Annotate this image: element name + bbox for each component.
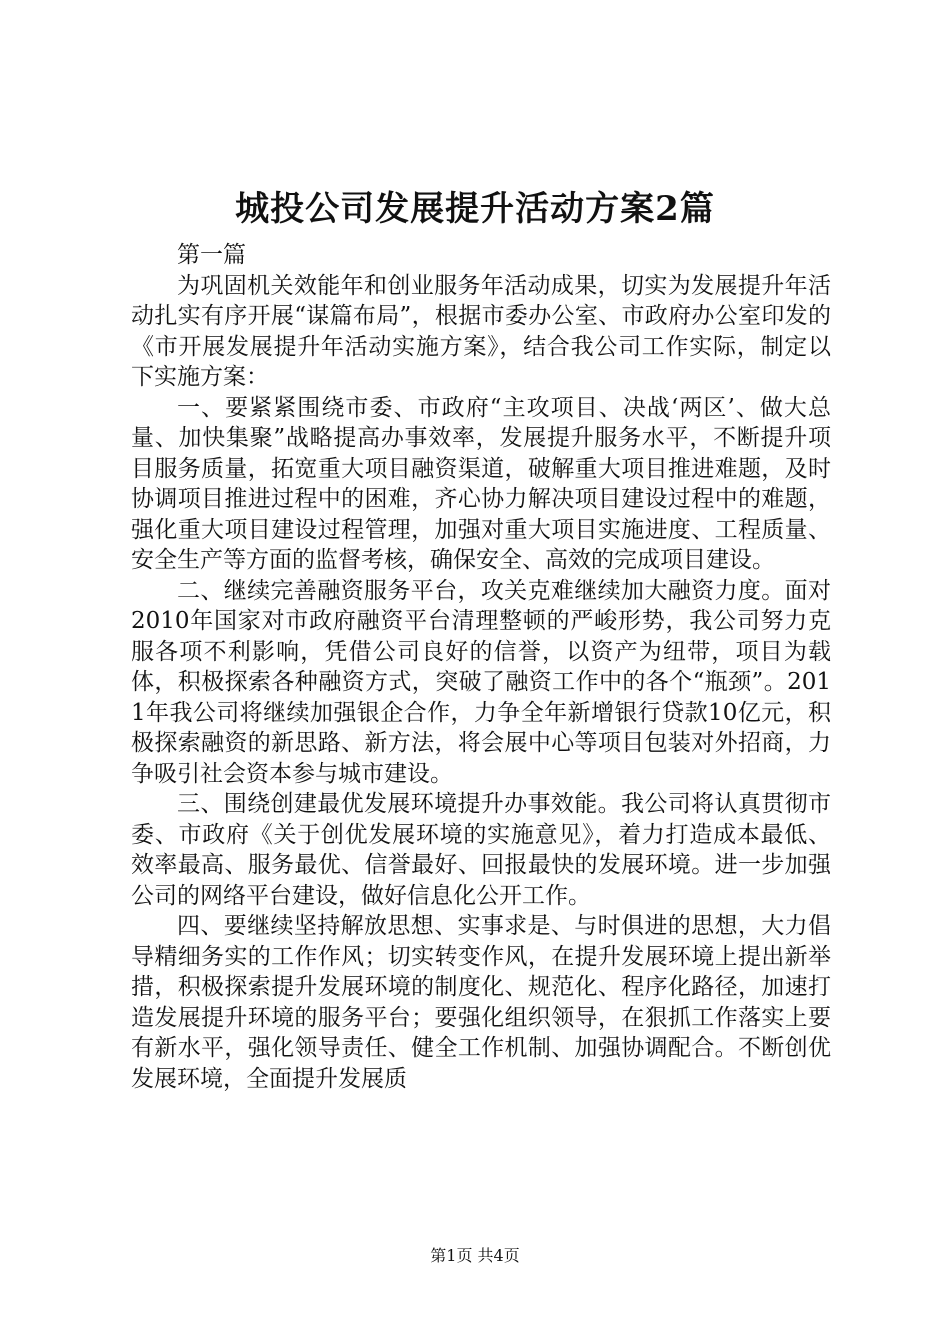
page-footer: 第1页 共4页: [430, 1246, 520, 1265]
paragraph-intro: 为巩固机关效能年和创业服务年活动成果，切实为发展提升年活动扎实有序开展“谋篇布局”，根据市委办公室、市政府办公室印发的《市开展发展提升年活动实施方案》，结合我公司工作实际，制定以下实施方案：: [131, 272, 831, 390]
document-body: [131, 240, 831, 1094]
paragraph-two: 二、继续完善融资服务平台，攻关克难继续加大融资力度。面对2010年国家对市政府融资平台清理整顿的严峻形势，我公司努力克服各项不利影响，凭借公司良好的信誉，以资产为纽带，项目为载体，积极探索各种融资方式，突破了融资工作中的各个“瓶颈”。2011年我公司将继续加强银企合作，力争全年新增银行贷款10亿元，积极探索融资的新思路、新方法，将会展中心等项目包装对外招商，力争吸引社会资本参与城市建设。: [131, 577, 831, 787]
document-title: 城投公司发展提升活动方案2篇: [235, 189, 715, 229]
paragraph-four: 四、要继续坚持解放思想、实事求是、与时俱进的思想，大力倡导精细务实的工作作风；切实转变作风，在提升发展环境上提出新举措，积极探索提升发展环境的制度化、规范化、程序化路径，加速打造发展提升环境的服务平台；要强化组织领导，在狠抓工作落实上要有新水平，强化领导责任、健全工作机制、加强协调配合。不断创优发展环境，全面提升发展质: [131, 913, 831, 1092]
section-label: 第一篇: [177, 242, 246, 268]
paragraph-one: 一、要紧紧围绕市委、市政府“主攻项目、决战‘两区’、做大总量、加快集聚”战略提高办事效率，发展提升服务水平，不断提升项目服务质量，拓宽重大项目融资渠道，破解重大项目推进难题，及时协调项目推进过程中的困难，齐心协力解决项目建设过程中的难题，强化重大项目建设过程管理，加强对重大项目实施进度、工程质量、安全生产等方面的监督考核，确保安全、高效的完成项目建设。: [131, 394, 831, 573]
paragraph-three: 三、围绕创建最优发展环境提升办事效能。我公司将认真贯彻市委、市政府《关于创优发展环境的实施意见》，着力打造成本最低、效率最高、服务最优、信誉最好、回报最快的发展环境。进一步加强公司的网络平台建设，做好信息化公开工作。: [131, 791, 831, 909]
